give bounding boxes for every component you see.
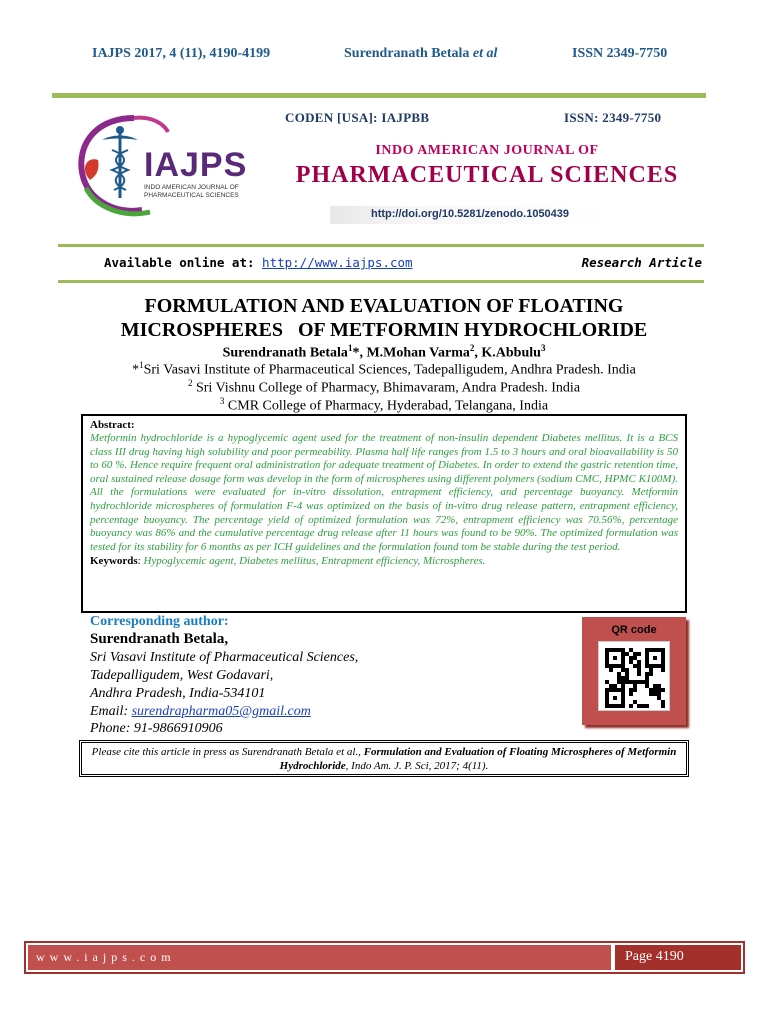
qr-card <box>582 617 686 725</box>
corresponding-city: Tadepalligudem, West Godavari, <box>90 668 274 683</box>
abstract-heading: Abstract: <box>90 419 135 431</box>
footer-url[interactable]: www.iajps.com <box>28 945 611 970</box>
page-number: Page 4190 <box>615 945 741 970</box>
journal-name: PHARMACEUTICAL SCIENCES <box>295 162 679 188</box>
qr-label: QR code <box>611 624 657 636</box>
article-type: Research Article <box>581 255 702 270</box>
corresponding-state: Andhra Pradesh, India-534101 <box>90 686 266 701</box>
journal-url-link[interactable]: http://www.iajps.com <box>262 255 413 270</box>
affiliation-3: $^3$ CMR College of Pharmacy, Hyderabad, Telangana, India <box>219 396 549 414</box>
doi-link[interactable]: http://doi.org/10.5281/zenodo.1050439 <box>370 208 570 220</box>
banner-divider-bottom <box>58 280 704 283</box>
corresponding-name: Surendranath Betala, <box>90 631 229 647</box>
qr-code-image[interactable] <box>598 641 670 711</box>
affiliation-1: *$^1$Sri Vasavi Institute of Pharmaceutical Sciences, Tadepalligudem, Andhra Pradesh. India <box>132 360 636 378</box>
corresponding-heading: Corresponding author: <box>90 614 229 629</box>
journal-name-small: INDO AMERICAN JOURNAL OF <box>375 143 599 158</box>
corresponding-phone: Phone: 91-9866910906 <box>90 721 223 736</box>
logo-subtext: INDO AMERICAN JOURNAL OF PHARMACEUTICAL SCIENCES <box>144 184 239 199</box>
page-footer <box>24 941 745 974</box>
citation-box: Please cite this article in press as Surendranath Betala et al., Formulation and Evaluation of Floating Microspheres of Metformin Hydrochloride, Indo Am. J. P. Sci, 2017; 4(11). <box>81 742 687 775</box>
logo-wordmark: IAJPS <box>144 146 248 184</box>
availability-row <box>58 250 704 278</box>
header-author: Surendranath Betala et al <box>344 46 498 61</box>
article-title: FORMULATION AND EVALUATION OF FLOATING MICROSPHERES OF METFORMIN HYDROCHLORIDE <box>120 295 648 341</box>
available-online: Available online at: http://www.iajps.com <box>104 255 413 270</box>
journal-logo <box>72 110 248 222</box>
qr-pattern <box>605 648 665 706</box>
abstract-text: Metformin hydrochloride is a hypoglycemic agent used for the treatment of non-insulin dependent Diabetes mellitus. It is a BCS class III drug having high solubility and poor permeability. Plasma half life ranges from 1.5 to 3 hours and oral bioavailability is 50 to 60 %. Hence require frequent oral administration for adequate treatment of Diabetes. In order to extend the gastric retention time, oral sustained release dosage form was develop in the form of microspheres using different polymers (sodium CMC, HPMC K100M). All the formulations were evaluated for in-vitro dissolution, entrapment efficiency, and percentage buoyancy. Metformin hydrochloride microspheres of formulation F-4 was optimized on the basis of in-vitro drug release pattern, entrapment efficiency, percentage buoyancy. The percentage yield of optimized formulation was 72%, entrapment efficiency was 70.56%, percentage buoyancy was 86% and the cumulative percentage drug release after 11 hours was found to be 90%. The optimized formulation was tested for its stability for 6 months as per ICH guidelines and the formulation found tom be stable during the test period. <box>90 432 678 553</box>
keywords: Keywords: Hypoglycemic agent, Diabetes mellitus, Entrapment efficiency, Microspheres. <box>90 555 486 568</box>
running-header <box>0 46 768 66</box>
affiliation-2: $^2$ Sri Vishnu College of Pharmacy, Bhimavaram, Andra Pradesh. India <box>187 378 581 396</box>
header-citation: IAJPS 2017, 4 (11), 4190-4199 <box>92 46 271 61</box>
coden: CODEN [USA]: IAJPBB <box>285 110 430 125</box>
journal-issn: ISSN: 2349-7750 <box>564 110 662 125</box>
corresponding-email: Email: surendrapharma05@gmail.com <box>90 704 311 719</box>
top-divider <box>52 93 706 98</box>
email-link[interactable]: surendrapharma05@gmail.com <box>131 704 311 719</box>
banner-divider-top <box>58 244 704 247</box>
abstract-box <box>81 414 687 613</box>
author-list: Surendranath Betala$^1$*, M.Mohan Varma$^2$, K.Abbulu$^3$ <box>222 343 546 361</box>
corresponding-institute: Sri Vasavi Institute of Pharmaceutical Sciences, <box>90 650 359 665</box>
header-issn: ISSN 2349-7750 <box>572 46 668 61</box>
